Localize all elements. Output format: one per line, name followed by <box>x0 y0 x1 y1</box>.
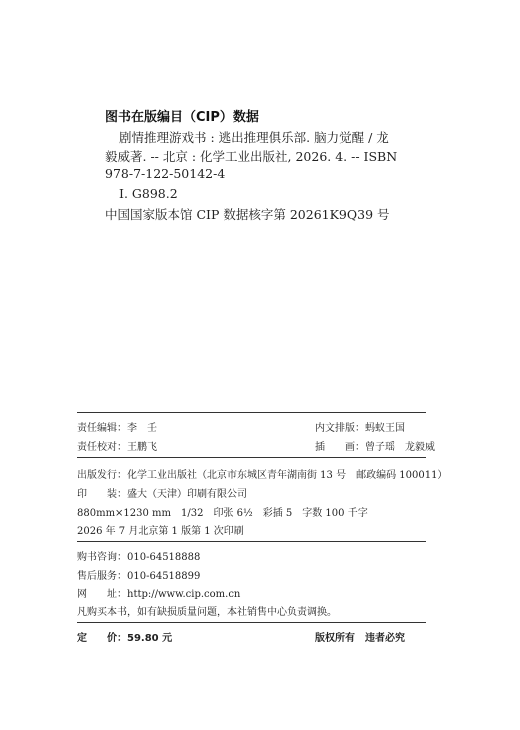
website: 网 址：http://www.cip.com.cn <box>77 589 241 600</box>
proofreader: 责任校对：王鹏飞 <box>77 442 157 453</box>
service-phone: 售后服务：010-64518899 <box>77 571 201 582</box>
divider-3 <box>77 541 426 542</box>
cip-record-number: 中国国家版本馆 CIP 数据核字第 20261K9Q39 号 <box>105 207 390 222</box>
purchase-phone: 购书咨询：010-64518888 <box>77 552 201 563</box>
divider-1 <box>77 412 426 413</box>
edition-info: 2026 年 7 月北京第 1 版第 1 次印刷 <box>77 526 244 537</box>
quality-notice: 凡购买本书，如有缺损质量问题，本社销售中心负责调换。 <box>77 607 337 618</box>
cip-line-2: 毅威著. -- 北京 : 化学工业出版社, 2026. 4. -- ISBN <box>105 149 398 164</box>
divider-2 <box>77 457 426 458</box>
divider-4 <box>77 622 426 623</box>
copyright-notice: 版权所有 违者必究 <box>315 633 405 644</box>
publisher-info: 出版发行：化学工业出版社（北京市东城区青年湖南街 13 号 邮政编码 100011） <box>77 470 448 481</box>
cip-title: 图书在版编目（CIP）数据 <box>105 110 259 125</box>
price: 定 价：59.80 元 <box>77 633 173 644</box>
cip-line-1: 剧情推理游戏书 : 逃出推理俱乐部. 脑力觉醒 / 龙 <box>119 130 389 145</box>
cip-class-mark: Ⅰ. G898.2 <box>119 186 178 201</box>
cip-line-3: 978-7-122-50142-4 <box>105 166 226 181</box>
illustrator: 插 画：曾子瑶 龙毅威 <box>315 442 435 453</box>
format-info: 880mm×1230 mm 1/32 印张 6½ 彩插 5 字数 100 千字 <box>77 508 368 519</box>
typesetting: 内文排版：蚂蚁王国 <box>315 423 405 434</box>
printer-info: 印 装：盛大（天津）印刷有限公司 <box>77 489 247 500</box>
responsible-editor: 责任编辑：李 壬 <box>77 423 157 434</box>
